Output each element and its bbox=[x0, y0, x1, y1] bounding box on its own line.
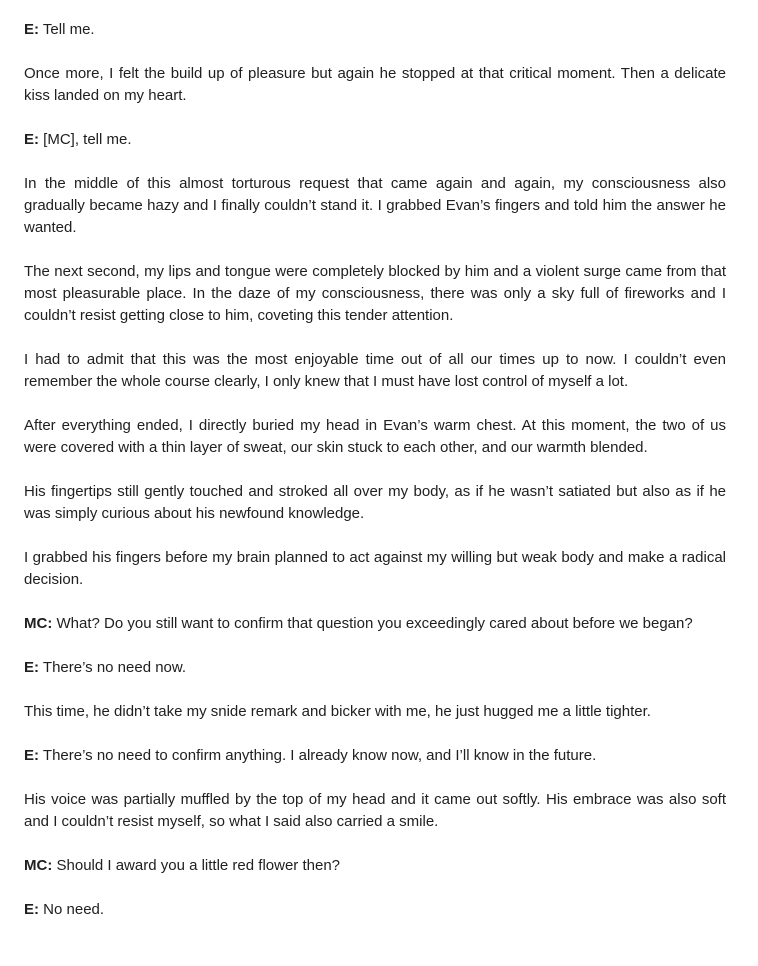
narration-paragraph bbox=[24, 789, 726, 833]
dialogue-line bbox=[24, 19, 726, 41]
narration-paragraph bbox=[24, 261, 726, 327]
dialogue-text: There’s no need to confirm anything. I already know now, and I’ll know in the future. bbox=[42, 747, 597, 764]
speaker-label: MC: bbox=[24, 615, 53, 632]
dialogue-line bbox=[24, 613, 726, 635]
dialogue-line bbox=[24, 129, 726, 151]
narration-paragraph bbox=[24, 701, 726, 723]
narration-paragraph bbox=[24, 415, 726, 459]
paragraph-text: I had to admit that this was the most enjoyable time out of all our times up to now. I couldn’t even remember the whole course clearly, I only knew that I must have lost control of myself a lot. bbox=[24, 351, 726, 390]
speaker-label: E: bbox=[24, 659, 39, 676]
dialogue-line bbox=[24, 745, 726, 767]
speaker-label: MC: bbox=[24, 857, 53, 874]
paragraph-text: His fingertips still gently touched and stroked all over my body, as if he wasn’t satiated but also as if he was simply curious about his newfound knowledge. bbox=[24, 483, 726, 522]
dialogue-text: Should I award you a little red flower then? bbox=[56, 857, 340, 874]
dialogue-line bbox=[24, 899, 726, 921]
narration-paragraph bbox=[24, 349, 726, 393]
dialogue-text: There’s no need now. bbox=[42, 659, 187, 676]
dialogue-line bbox=[24, 657, 726, 679]
paragraph-text: Once more, I felt the build up of pleasure but again he stopped at that critical moment. Then a delicate kiss landed on my heart. bbox=[24, 65, 726, 104]
paragraph-text: I grabbed his fingers before my brain planned to act against my willing but weak body and make a radical decision. bbox=[24, 549, 726, 588]
speaker-label: E: bbox=[24, 747, 39, 764]
speaker-label: E: bbox=[24, 131, 39, 148]
paragraph-text: This time, he didn’t take my snide remark and bicker with me, he just hugged me a little tighter. bbox=[24, 703, 651, 720]
dialogue-text: No need. bbox=[43, 901, 105, 918]
dialogue-text: What? Do you still want to confirm that question you exceedingly cared about before we began? bbox=[56, 615, 693, 632]
paragraph-text: In the middle of this almost torturous request that came again and again, my consciousness also gradually became hazy and I finally couldn’t stand it. I grabbed Evan’s fingers and told him the answer he wanted. bbox=[24, 175, 726, 236]
narration-paragraph bbox=[24, 547, 726, 591]
paragraph-text: His voice was partially muffled by the top of my head and it came out softly. His embrace was also soft and I couldn’t resist myself, so what I said also carried a smile. bbox=[24, 791, 726, 830]
narration-paragraph bbox=[24, 481, 726, 525]
dialogue-line bbox=[24, 855, 726, 877]
dialogue-text: [MC], tell me. bbox=[43, 131, 132, 148]
narration-paragraph bbox=[24, 63, 726, 107]
speaker-label: E: bbox=[24, 21, 39, 38]
dialogue-text: Tell me. bbox=[42, 21, 95, 38]
narration-paragraph bbox=[24, 173, 726, 239]
speaker-label: E: bbox=[24, 901, 39, 918]
paragraph-text: After everything ended, I directly buried my head in Evan’s warm chest. At this moment, the two of us were covered with a thin layer of sweat, our skin stuck to each other, and our warmth blended. bbox=[24, 417, 726, 456]
paragraph-text: The next second, my lips and tongue were completely blocked by him and a violent surge came from that most pleasurable place. In the daze of my consciousness, there was only a sky full of fireworks and I couldn’t resist getting close to him, coveting this tender attention. bbox=[24, 263, 726, 324]
